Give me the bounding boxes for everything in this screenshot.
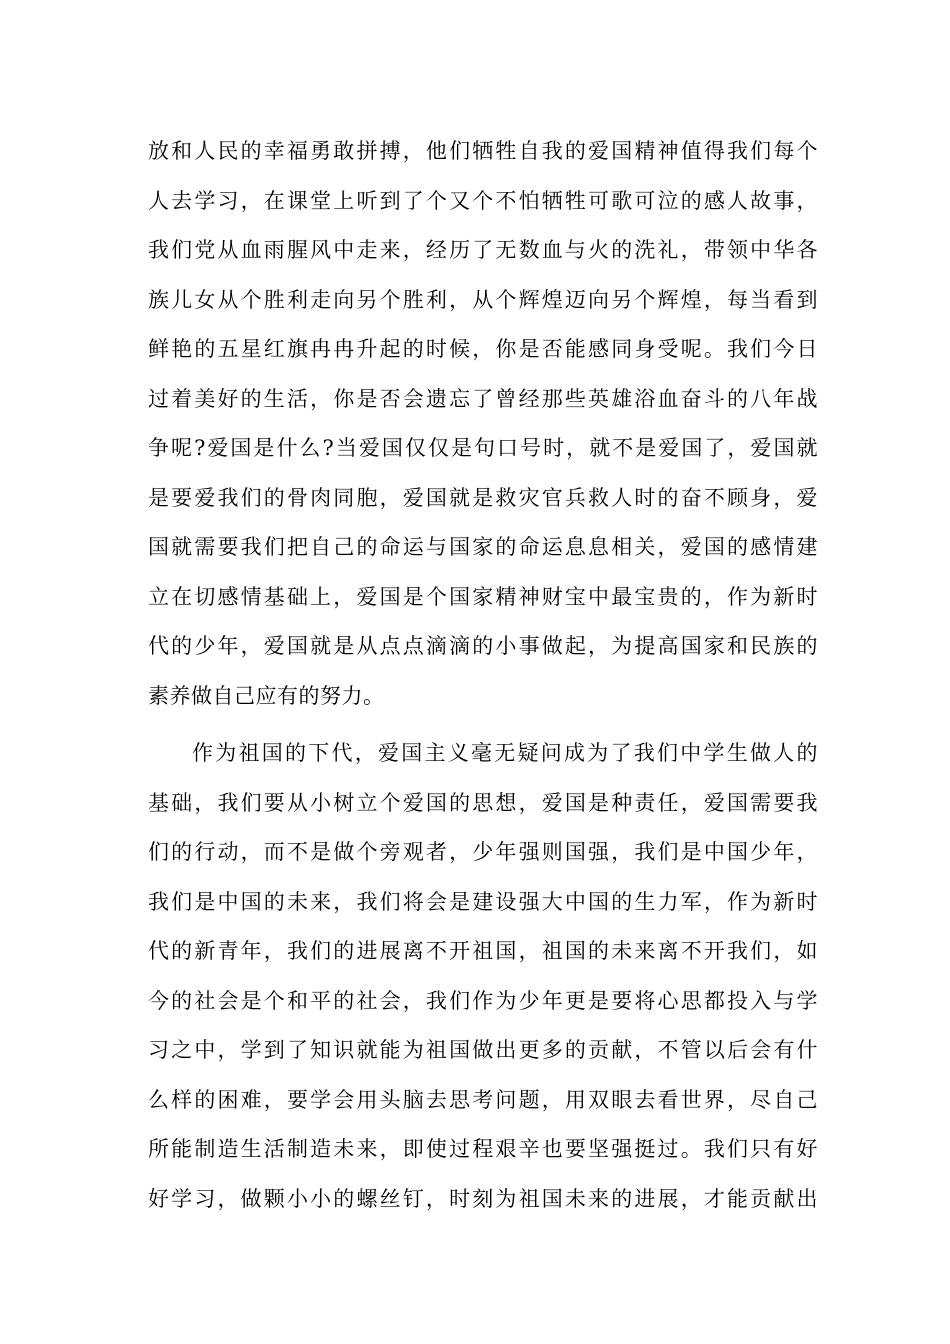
text-line: 所能制造生活制造未来，即使过程艰辛也要坚强挺过。我们只有好 [148, 1137, 818, 1161]
text-line: 我们党从血雨腥风中走来，经历了无数血与火的洗礼，带领中华各 [148, 238, 818, 262]
text-line: 鲜艳的五星红旗冉冉升起的时候，你是否能感同身受呢。我们今日 [148, 337, 818, 361]
text-line: 族儿女从个胜利走向另个胜利，从个辉煌迈向另个辉煌，每当看到 [148, 287, 818, 312]
text-line: 放和人民的幸福勇敢拼搏，他们牺牲自我的爱国精神值得我们每个 [148, 139, 818, 163]
text-line: 好学习，做颗小小的螺丝钉，时刻为祖国未来的进展，才能贡献出 [148, 1186, 818, 1211]
text-line: 国就需要我们把自己的命运与国家的命运息息相关，爱国的感情建 [148, 535, 818, 559]
text-line: 是要爱我们的骨肉同胞，爱国就是救灾官兵救人时的奋不顾身，爱 [148, 485, 818, 510]
paragraph-2 [148, 729, 818, 1224]
paragraph-1 [148, 127, 818, 721]
text-line: 争呢?爱国是什么?当爱国仅仅是句口号时，就不是爱国了，爱国就 [148, 436, 818, 460]
text-line: 今的社会是个和平的社会，我们作为少年更是要将心思都投入与学 [148, 988, 818, 1013]
text-line: 基础，我们要从小树立个爱国的思想，爱国是种责任，爱国需要我 [148, 790, 818, 815]
text-line: 我们是中国的未来，我们将会是建设强大中国的生力军，作为新时 [148, 889, 818, 914]
text-line: 代的新青年，我们的进展离不开祖国，祖国的未来离不开我们，如 [148, 939, 818, 963]
text-line: 立在切感情基础上，爱国是个国家精神财宝中最宝贵的，作为新时 [148, 584, 818, 609]
text-line: 人去学习，在课堂上听到了个又个不怕牺牲可歌可泣的感人故事， [148, 188, 818, 213]
text-line: 么样的困难，要学会用头脑去思考问题，用双眼去看世界，尽自己 [148, 1087, 818, 1112]
paragraph-gap [148, 721, 818, 729]
text-line: 过着美好的生活，你是否会遗忘了曾经那些英雄浴血奋斗的八年战 [148, 386, 818, 411]
text-line: 们的行动，而不是做个旁观者，少年强则国强，我们是中国少年， [148, 840, 818, 864]
text-line: 习之中，学到了知识就能为祖国做出更多的贡献，不管以后会有什 [148, 1038, 818, 1062]
body-text [148, 127, 818, 1224]
text-line: 作为祖国的下代，爱国主义毫无疑问成为了我们中学生做人的 [192, 741, 818, 765]
text-line: 代的少年，爱国就是从点点滴滴的小事做起，为提高国家和民族的 [148, 634, 818, 658]
text-line: 素养做自己应有的努力。 [148, 683, 385, 708]
